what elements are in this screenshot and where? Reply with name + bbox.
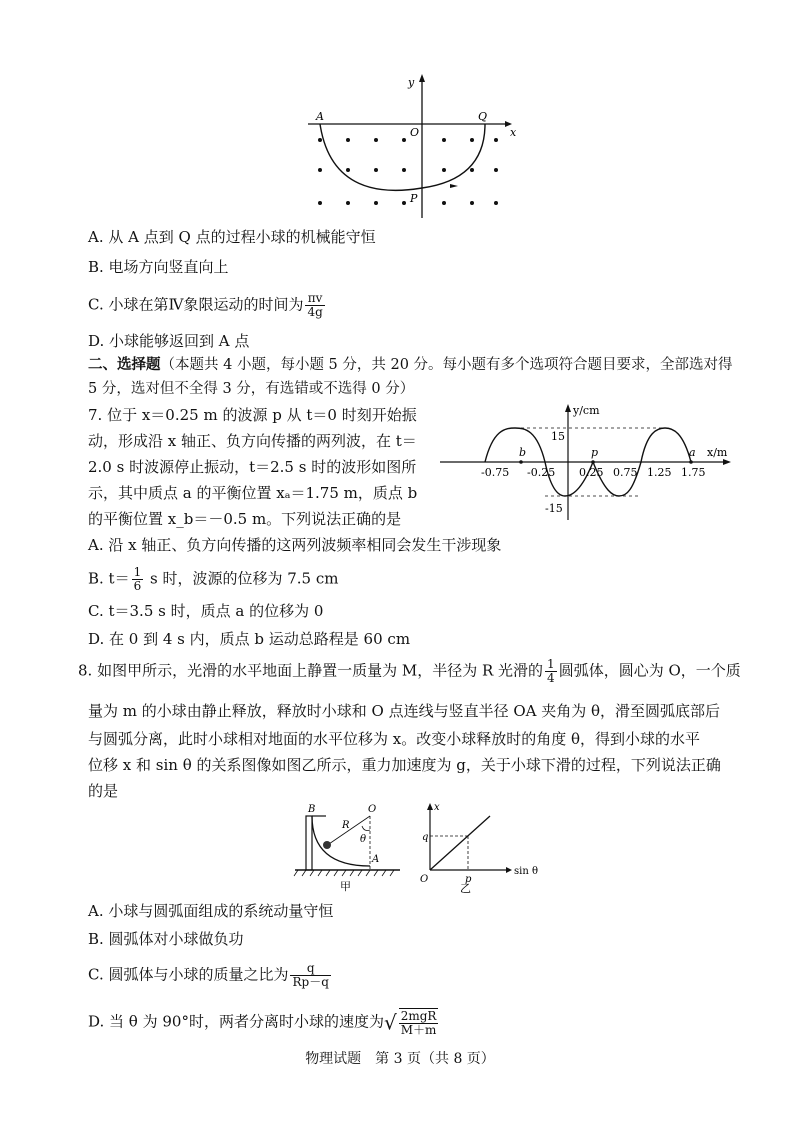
q6-figure (300, 70, 520, 220)
tick-075: 0.75 (613, 466, 638, 479)
section-2-header: 二、选择题（本题共 4 小题，每小题 5 分，共 20 分。每小题有多个选项符合题目要求，全部选对得 (88, 356, 733, 373)
tick-neg025: -0.25 (527, 466, 556, 479)
q7-wave-figure (435, 400, 735, 525)
q7-stem-4: 示，其中质点 a 的平衡位置 xₐ＝1.75 m，质点 b (88, 484, 418, 502)
tick-neg075: -0.75 (481, 466, 510, 479)
fig-label-jia: 甲 (340, 880, 351, 893)
point-a-label: a (689, 446, 696, 459)
trajectory-curve (320, 124, 485, 190)
point-p-label: p (591, 446, 599, 459)
y-bottom-label: -15 (545, 502, 563, 515)
q8-option-c: C. 圆弧体与小球的质量之比为 $\frac{q}{Rp-q}$ (88, 961, 329, 989)
q7-stem-3: 2.0 s 时波源停止振动，t＝2.5 s 时的波形如图所 (88, 458, 417, 476)
section-2-desc: 5 分，选对但不全得 3 分，有选错或不选得 0 分） (88, 381, 415, 397)
q8-option-b: B. 圆弧体对小球做负功 (88, 930, 244, 948)
fig-label-yi: 乙 (460, 882, 471, 895)
q6-option-b: B. 电场方向竖直向上 (88, 258, 229, 276)
q8-stem-2: 量为 m 的小球由静止释放，释放时小球和 O 点连线与竖直半径 OA 夹角为 θ，滑至圆弧底部后 (88, 702, 721, 720)
point-b-label: b (519, 446, 527, 459)
q7-option-b: B. t＝ $\frac{1}{6}$ s 时，波源的位移为 7.5 cm (88, 565, 339, 593)
label-P: P (410, 192, 418, 205)
fig-label-x: x (434, 802, 440, 813)
fig-label-B: B (308, 804, 316, 815)
q8-stem-1: 8. 如图甲所示，光滑的水平地面上静置一质量为 M，半径为 R 光滑的 $\frac{1}{4}$ 圆弧体，圆心为 O，一个质 (78, 657, 741, 685)
field-dots (318, 138, 498, 205)
fig-label-q: q (422, 832, 429, 843)
q7-stem-2: 动，形成沿 x 轴正、负方向传播的两列波，在 t＝ (88, 432, 417, 450)
fig-label-A: A (372, 854, 380, 865)
fig-label-p: p (465, 874, 472, 885)
fig-label-R: R (342, 820, 350, 831)
wave-left (485, 428, 545, 462)
q8-stem-5: 的是 (88, 782, 119, 800)
wave-right2 (641, 428, 691, 462)
label-x: x (510, 126, 517, 139)
q7-stem-1: 7. 位于 x＝0.25 m 的波源 p 从 t＝0 时刻开始振 (88, 406, 417, 424)
tick-175: 1.75 (681, 466, 706, 479)
q7-option-d: D. 在 0 到 4 s 内，质点 b 运动总路程是 60 cm (88, 630, 411, 648)
q6-option-c: C. 小球在第Ⅳ象限运动的时间为 $\frac{\pi v}{4g}$ (88, 291, 323, 319)
page-footer: 物理试题 第 3 页（共 8 页） (305, 1051, 495, 1067)
label-y: y (408, 76, 415, 89)
fig-label-O2: O (420, 874, 429, 885)
label-A: A (316, 110, 324, 123)
q7-option-a: A. 沿 x 轴正、负方向传播的这两列波频率相同会发生干涉现象 (88, 536, 502, 554)
q7-option-c: C. t＝3.5 s 时，质点 a 的位移为 0 (88, 602, 324, 620)
q8-option-d: D. 当 θ 为 90°时，两者分离时小球的速度为√ $\frac{\text{2mgR}}{M+m}$ (88, 1009, 437, 1037)
fig-label-sin: sin θ (514, 866, 538, 877)
fig-label-theta: θ (360, 834, 367, 845)
q8-figure (290, 800, 540, 895)
tick-025: 0.25 (579, 466, 604, 479)
q6-option-a: A. 从 A 点到 Q 点的过程小球的机械能守恒 (88, 228, 376, 246)
y-axis-label: y/cm (573, 404, 600, 417)
q8-stem-4: 位移 x 和 sin θ 的关系图像如图乙所示，重力加速度为 g，关于小球下滑的过程，下列说法正确 (88, 756, 721, 774)
q8-option-a: A. 小球与圆弧面组成的系统动量守恒 (88, 902, 334, 920)
tick-125: 1.25 (647, 466, 672, 479)
q7-stem-5: 的平衡位置 x_b＝－0.5 m。下列说法正确的是 (88, 510, 402, 528)
fig-label-O: O (368, 804, 377, 815)
x-axis-label: x/m (707, 446, 728, 459)
label-O: O (410, 126, 420, 139)
label-Q: Q (478, 110, 488, 123)
q6-option-d: D. 小球能够返回到 A 点 (88, 332, 250, 350)
y-top-label: 15 (551, 430, 565, 443)
q8-stem-3: 与圆弧分离，此时小球相对地面的水平位移为 x。改变小球释放时的角度 θ，得到小球的水平 (88, 730, 701, 748)
